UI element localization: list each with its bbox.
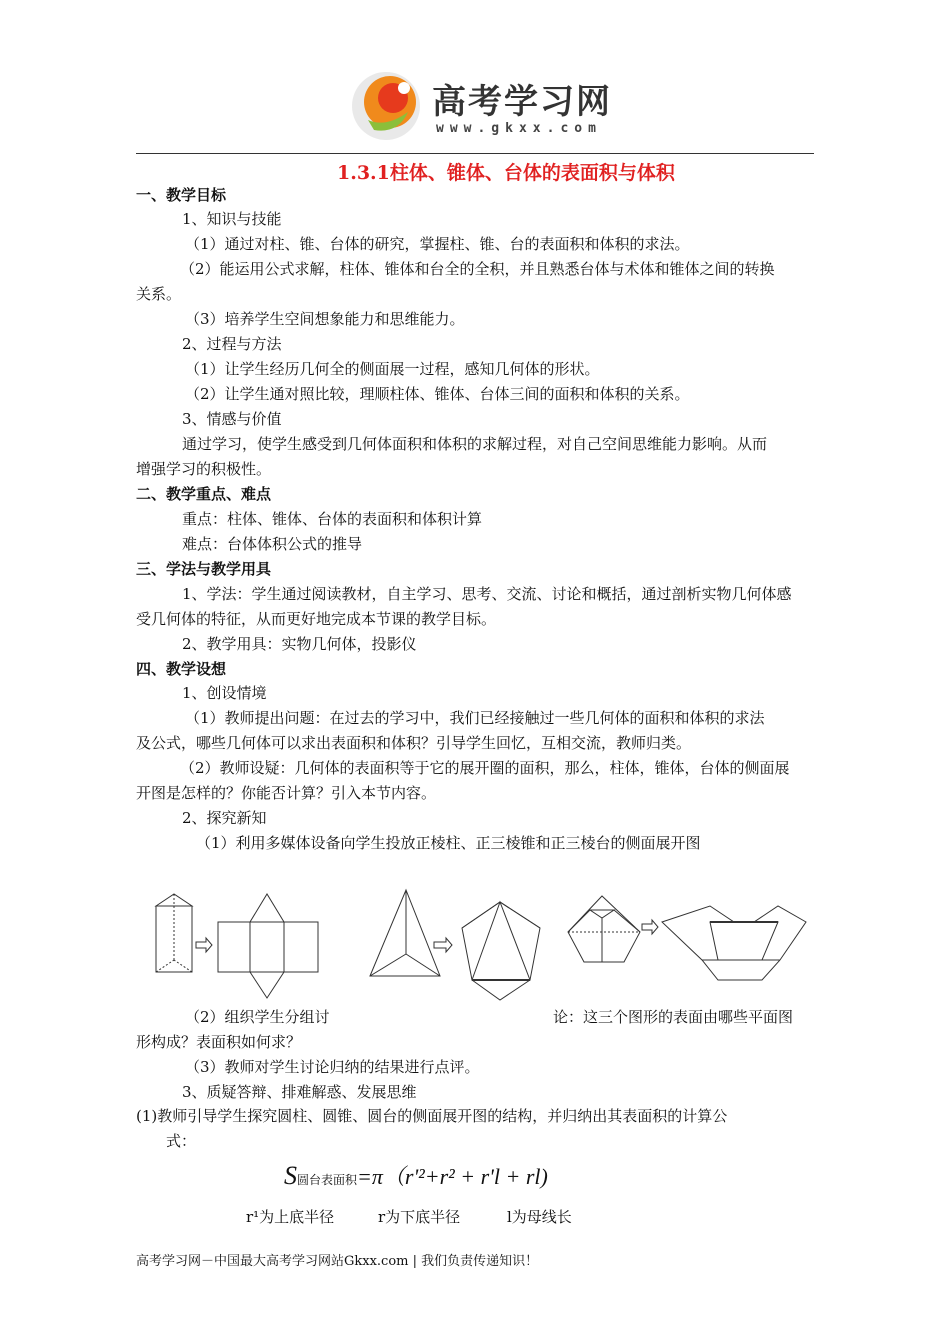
logo-url: www.gkxx.com	[436, 121, 602, 136]
s4-l1b: 及公式，哪些几何体可以求出表面积和体积？引导学生回忆，互相交流，教师归类。	[136, 734, 692, 752]
s1-l6b: 增强学习的积极性。	[136, 460, 272, 478]
s1-l2b: 关系。	[136, 285, 182, 303]
formula-body: =π（r'²+r² + r'l + rl)	[357, 1164, 548, 1189]
s2-l1: 重点：柱体、锥体、台体的表面积和体积计算	[182, 510, 483, 528]
section-1-heading: 一、教学目标	[136, 186, 227, 204]
section-4-heading: 四、教学设想	[136, 660, 227, 678]
legend-upper-radius: r¹为上底半径	[246, 1208, 335, 1226]
page-title: 1.3.1柱体、锥体、台体的表面积与体积	[337, 162, 675, 184]
s1-l5: （2）让学生通对照比较，理顺柱体、锥体、台体三间的面积和体积的关系。	[185, 385, 690, 403]
s1-sub2: 2、过程与方法	[182, 335, 282, 353]
s1-l4: （1）让学生经历几何全的侧面展一过程，感知几何体的形状。	[185, 360, 600, 378]
pyramid-net	[462, 902, 540, 1000]
s1-sub3: 3、情感与价值	[182, 410, 282, 428]
s1-l2a: （2）能运用公式求解，柱体、锥体和台全的全积，并且熟悉台体与术体和锥体之间的转换	[180, 260, 775, 278]
formula-symbol: S	[284, 1161, 297, 1190]
prism-net	[218, 894, 318, 998]
s1-sub1: 1、知识与技能	[182, 210, 282, 228]
prism-figure	[156, 894, 192, 972]
s4-l5: （3）教师对学生讨论归纳的结果进行点评。	[185, 1058, 480, 1076]
s1-l6a: 通过学习，使学生感受到几何体面积和体积的求解过程，对自己空间思维能力影响。从而	[182, 435, 768, 453]
s1-l1: （1）通过对柱、锥、台体的研究，掌握柱、锥、台的表面积和体积的求法。	[185, 235, 690, 253]
logo-title: 高考学习网	[432, 82, 612, 122]
surface-area-formula	[284, 1160, 548, 1191]
frustum-net	[662, 906, 806, 980]
s4-l4b: 形构成？表面积如何求？	[136, 1033, 302, 1051]
section-2-heading: 二、教学重点、难点	[136, 485, 272, 503]
s4-sub2: 2、探究新知	[182, 809, 267, 827]
formula-subscript: 圆台表面积	[297, 1173, 358, 1187]
header-rule	[136, 153, 814, 154]
s4-l3: （1）利用多媒体设备向学生投放正棱柱、正三棱锥和正三棱台的侧面展开图	[196, 834, 701, 852]
s4-sub3: 3、质疑答辩、排难解惑、发展思维	[182, 1083, 417, 1101]
s1-l3: （3）培养学生空间想象能力和思维能力。	[185, 310, 465, 328]
section-3-heading: 三、学法与教学用具	[136, 560, 272, 578]
logo-mark	[346, 68, 430, 142]
net-figures	[150, 880, 810, 1010]
s4-l2a: （2）教师设疑：几何体的表面积等于它的展开圈的面积，那么，柱体，锥体，台体的侧面展	[180, 759, 790, 777]
s4-l4-left: （2）组织学生分组讨	[185, 1008, 330, 1026]
s3-l2: 2、教学用具：实物几何体，投影仪	[182, 635, 417, 653]
s3-l1b: 受几何体的特征，从而更好地完成本节课的教学目标。	[136, 610, 497, 628]
s4-sub1: 1、创设情境	[182, 684, 267, 702]
s4-l1a: （1）教师提出问题：在过去的学习中，我们已经接触过一些几何体的面积和体积的求法	[185, 709, 765, 727]
s4-l6a: (1)教师引导学生探究圆柱、圆锥、圆台的侧面展开图的结构，并归纳出其表面积的计算公	[136, 1107, 728, 1125]
s4-l2b: 开图是怎样的？你能否计算？引入本节内容。	[136, 784, 437, 802]
frustum-figure	[568, 896, 640, 962]
s4-l4-right: 论：这三个图形的表面由哪些平面图	[553, 1008, 794, 1026]
footer-text: 高考学习网－中国最大高考学习网站Gkxx.com | 我们负责传递知识！	[136, 1254, 539, 1269]
pyramid-figure	[370, 890, 440, 976]
s4-l6b: 式：	[166, 1132, 197, 1150]
legend-lower-radius: r为下底半径	[378, 1208, 461, 1226]
s2-l2: 难点：台体体积公式的推导	[182, 535, 363, 553]
s3-l1a: 1、学法：学生通过阅读教材，自主学习、思考、交流、讨论和概括，通过剖析实物几何体感	[182, 585, 792, 603]
legend-slant-height: l为母线长	[507, 1208, 572, 1226]
